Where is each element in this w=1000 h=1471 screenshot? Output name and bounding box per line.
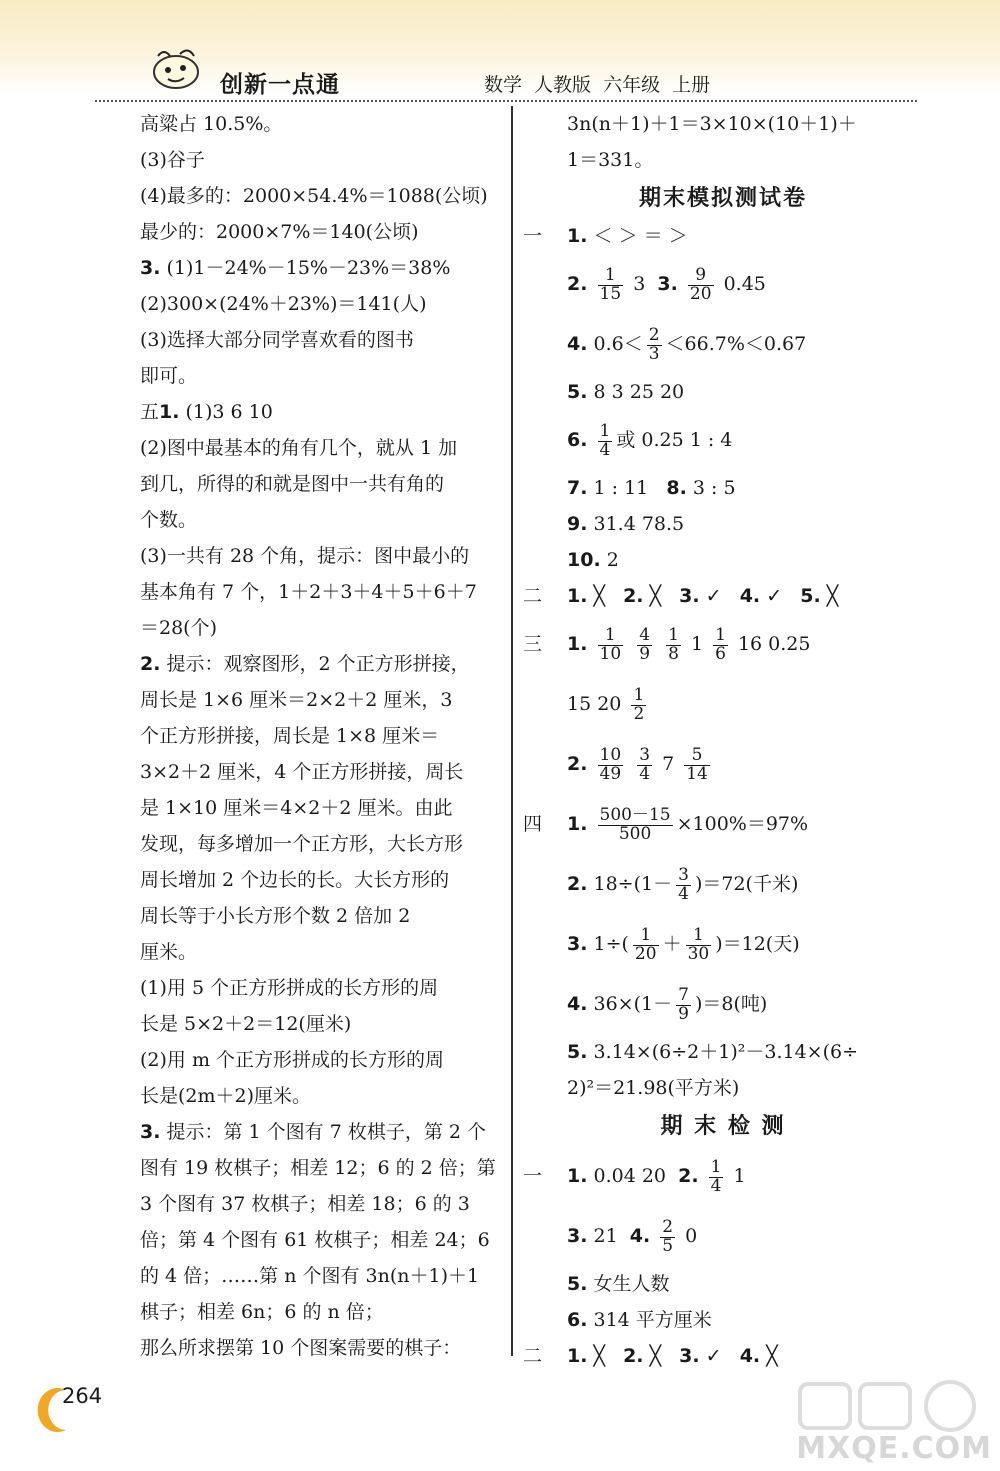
answer-text: 个正方形拼接，周长是 1×8 厘米＝ (140, 725, 440, 747)
answer-line (90, 1330, 500, 1366)
answer-line (90, 1222, 500, 1258)
answer-line (90, 214, 500, 250)
answer-line (90, 322, 500, 358)
answer-text: 3 (633, 273, 646, 295)
question-number: 1. (567, 585, 588, 607)
question-number: 1. (567, 813, 588, 835)
section-label: 四 (523, 813, 543, 835)
answer-text: 个数。 (140, 509, 198, 531)
header-divider (95, 100, 917, 102)
answer-row (523, 1070, 923, 1106)
answer-text: 长是 5×2＋2＝12(厘米) (140, 1013, 352, 1035)
answer-row (523, 734, 923, 794)
answer-text: 21 (593, 1225, 618, 1247)
question-number: 3. (567, 933, 588, 955)
answer-line (90, 610, 500, 646)
fraction (633, 924, 659, 964)
numerator: 1 (633, 927, 659, 946)
answer-text: (4)最多的：2000×54.4%＝1088(公顷) (140, 185, 488, 207)
denominator: 4 (710, 1175, 722, 1196)
numerator: 1 (710, 1156, 722, 1177)
answer-line (90, 790, 500, 826)
answer-text: 1÷( (593, 933, 629, 955)
answer-text: 31.4 78.5 (593, 513, 685, 535)
question-number: 6. (567, 429, 588, 451)
answer-text: 图有 19 枚棋子；相差 12；6 的 2 倍；第 (140, 1157, 496, 1179)
answer-row (523, 854, 923, 914)
fraction (598, 744, 624, 784)
answer-text: 那么所求摆第 10 个图案需要的棋子： (140, 1337, 462, 1359)
numerator: 1 (715, 624, 726, 645)
answer-row (523, 542, 923, 578)
question-number: 10. (567, 549, 601, 571)
question-number: 6. (567, 1309, 588, 1331)
question-number: 2. (678, 1165, 699, 1187)
answer-row (523, 1266, 923, 1302)
answer-line: 3n(n＋1)＋1＝3×10×(10＋1)＋ (567, 113, 857, 135)
answer-line (90, 1258, 500, 1294)
section-label: 一 (523, 1165, 543, 1187)
question-number: 5. (567, 1273, 588, 1295)
judgement-mark: ╳ (766, 1345, 778, 1367)
question-number: 5. (800, 585, 821, 607)
numerator: 1 (633, 684, 645, 705)
answer-line (90, 1150, 500, 1186)
fraction (709, 1156, 724, 1196)
denominator: 5 (662, 1235, 674, 1256)
section-label: 二 (523, 585, 543, 607)
denominator: 15 (599, 283, 622, 304)
answer-line (90, 826, 500, 862)
answer-text: (1)1－24%－15%－23%＝38% (160, 257, 451, 279)
question-number: 1. (567, 1345, 588, 1367)
answer-line (90, 538, 500, 574)
fraction (637, 624, 652, 664)
question-number: 2. (567, 873, 588, 895)
answer-line (90, 1078, 500, 1114)
answer-row (523, 1338, 923, 1374)
question-number: 4. (567, 333, 588, 355)
answer-text: ＋ (662, 933, 682, 955)
answer-text: (2)图中最基本的角有几个，就从 1 加 (140, 437, 458, 459)
answer-text: 0.6＜ (593, 333, 643, 355)
answer-line (90, 1006, 500, 1042)
fraction (598, 420, 613, 460)
answer-line (90, 1294, 500, 1330)
answer-text: ＜ ＞ ＝ ＞ (593, 225, 688, 247)
question-number: 4. (739, 585, 761, 607)
answer-text: 即可。 (140, 365, 198, 387)
answer-text: 到几，所得的和就是图中一共有角的 (140, 473, 445, 495)
judgement-mark: ╳ (826, 585, 839, 607)
fraction (713, 624, 728, 664)
answer-line (90, 898, 500, 934)
answer-row (523, 506, 923, 542)
answer-text: )＝8(吨) (694, 993, 768, 1015)
answer-row (523, 470, 923, 506)
answer-row (523, 314, 923, 374)
answer-text: 提示：观察图形，2 个正方形拼接， (160, 653, 470, 675)
answer-text: 棋子；相差 6n；6 的 n 倍； (140, 1301, 384, 1323)
answer-text: 3×2＋2 厘米，4 个正方形拼接，周长 (140, 761, 464, 783)
denominator: 4 (599, 439, 611, 460)
answer-row (523, 578, 923, 614)
fraction (598, 264, 624, 304)
book-subject: 数学 人教版 六年级 上册 (484, 74, 711, 96)
answer-line: 1＝331。 (567, 149, 654, 171)
denominator: 9 (678, 1003, 689, 1024)
answer-row (523, 1302, 923, 1338)
answer-row (523, 614, 923, 674)
answer-line (90, 1114, 500, 1150)
answer-text: ×100%＝97% (676, 813, 809, 835)
answer-text: (2)用 m 个正方形拼成的长方形的周 (140, 1049, 445, 1071)
answer-line (90, 358, 500, 394)
numerator: 1 (686, 927, 712, 946)
answer-text: 0.45 (723, 273, 766, 295)
numerator: 7 (678, 984, 689, 1005)
numerator: 3 (639, 744, 651, 765)
question-number: 5. (567, 1041, 588, 1063)
answer-text: 周长增加 2 个边长的长。大长方形的 (140, 869, 450, 891)
answer-line (90, 430, 500, 466)
section-label: 二 (523, 1345, 543, 1367)
judgement-mark: ╳ (593, 1345, 605, 1367)
question-number: 2. (567, 273, 588, 295)
question-number: 2. (623, 1345, 644, 1367)
answer-text: 高粱占 10.5%。 (140, 113, 283, 135)
question-number: 1. (159, 401, 180, 423)
answer-text: 7 (662, 753, 675, 775)
answer-text: 36×(1－ (593, 993, 673, 1015)
denominator: 8 (668, 643, 679, 664)
numerator: 1 (598, 267, 624, 286)
numerator: 10 (599, 744, 622, 765)
column-divider (511, 106, 513, 1356)
watermark-text: MXQE.COM (796, 1431, 992, 1466)
answer-text: 15 20 (567, 693, 622, 715)
answer-text: )＝12(天) (715, 933, 800, 955)
fraction (660, 1216, 675, 1256)
section-label: 三 (523, 633, 543, 655)
answer-line (90, 250, 500, 286)
question-number: 1. (567, 225, 588, 247)
answer-text: (3)谷子 (140, 149, 205, 171)
judgement-mark: ╳ (649, 585, 662, 607)
question-number: 3. (140, 257, 161, 279)
answer-row (523, 1034, 923, 1070)
answer-line (90, 106, 500, 142)
question-number: 3. (679, 1345, 700, 1367)
question-number: 3. (140, 1121, 161, 1143)
answer-text: 是 1×10 厘米＝4×2＋2 厘米。由此 (140, 797, 453, 819)
answer-text: (3)选择大部分同学喜欢看的图书 (140, 329, 414, 351)
answer-line (90, 178, 500, 214)
section-label: 一 (523, 225, 543, 247)
fraction (666, 624, 681, 664)
denominator: 500 (618, 823, 652, 844)
fraction (637, 744, 652, 784)
answer-text: 长是(2m＋2)厘米。 (140, 1085, 312, 1107)
numerator: 4 (639, 624, 651, 645)
answer-text: )＝72(千米) (694, 873, 799, 895)
numerator: 3 (678, 864, 689, 885)
mascot-logo-icon (148, 46, 206, 92)
question-number: 4. (567, 993, 588, 1015)
denominator: 4 (639, 763, 651, 784)
answer-text: 1 (690, 633, 704, 655)
fraction (676, 864, 691, 904)
judgement-mark: ╳ (593, 585, 605, 607)
denominator: 9 (639, 643, 651, 664)
numerator: 2 (648, 324, 660, 345)
answer-text: 0 (685, 1225, 698, 1247)
answer-line (90, 1042, 500, 1078)
watermark (760, 1380, 1000, 1470)
question-number: 5. (567, 381, 588, 403)
denominator: 14 (686, 763, 708, 784)
question-number: 3. (679, 585, 700, 607)
answer-line (90, 718, 500, 754)
answer-line (90, 862, 500, 898)
answer-text: 发现，每多增加一个正方形，大长方形 (140, 833, 464, 855)
answer-text: 周长等于小长方形个数 2 倍加 2 (140, 905, 411, 927)
answer-line (90, 574, 500, 610)
right-column (523, 106, 923, 1374)
denominator: 30 (687, 943, 710, 964)
question-number: 1. (567, 633, 588, 655)
answer-text: 1 (733, 1165, 746, 1187)
denominator: 20 (634, 943, 657, 964)
answer-text: 1 : 11 (593, 477, 649, 499)
answer-text: 基本角有 7 个，1＋2＋3＋4＋5＋6＋7 (140, 581, 477, 603)
section-label: 五 (140, 401, 160, 423)
answer-text: 2)²＝21.98(平方米) (567, 1077, 740, 1099)
answer-text: 2 (606, 549, 619, 571)
answer-text: 3 个图有 37 枚棋子；相差 18；6 的 3 (140, 1193, 470, 1215)
answer-text: 8 3 25 20 (593, 381, 685, 403)
answer-line (90, 286, 500, 322)
numerator: 2 (662, 1216, 674, 1237)
answer-text: 周长是 1×6 厘米＝2×2＋2 厘米，3 (140, 689, 453, 711)
question-number: 2. (623, 585, 644, 607)
numerator: 1 (598, 627, 624, 646)
answer-line (90, 142, 500, 178)
answer-text: 女生人数 (593, 1273, 670, 1295)
answer-text: 倍；第 4 个图有 61 枚棋子；相差 24；6 (140, 1229, 490, 1251)
answer-row (523, 218, 923, 254)
answer-text: 最少的：2000×7%＝140(公顷) (140, 221, 419, 243)
question-number: 7. (567, 477, 588, 499)
answer-row (523, 794, 923, 854)
answer-text: 的 4 倍；……第 n 个图有 3n(n＋1)＋1 (140, 1265, 480, 1287)
answer-text: ＝28(个) (140, 617, 218, 639)
question-number: 4. (739, 1345, 761, 1367)
answer-row (523, 374, 923, 410)
judgement-mark: ✓ (705, 585, 722, 607)
answer-text: (2)300×(24%＋23%)＝141(人) (140, 293, 427, 315)
section-title: 期末模拟测试卷 (638, 185, 807, 211)
numerator: 1 (668, 624, 679, 645)
answer-line (90, 682, 500, 718)
answer-text: 314 平方厘米 (593, 1309, 712, 1331)
denominator: 20 (689, 283, 712, 304)
answer-text: (3)一共有 28 个角，提示：图中最小的 (140, 545, 470, 567)
denominator: 49 (599, 763, 622, 784)
answer-line (90, 394, 500, 430)
fraction (647, 324, 662, 364)
answer-line (90, 502, 500, 538)
answer-row (523, 254, 923, 314)
answer-text: 18÷(1－ (593, 873, 673, 895)
answer-line (90, 934, 500, 970)
answer-row (523, 410, 923, 470)
answer-row (523, 1146, 923, 1206)
question-number: 4. (629, 1225, 651, 1247)
numerator: 500－15 (599, 804, 671, 825)
answer-text: 或 0.25 1 : 4 (616, 429, 733, 451)
denominator: 2 (633, 703, 645, 724)
answer-text: 厘米。 (140, 941, 198, 963)
answer-row (523, 674, 923, 734)
fraction (688, 264, 714, 304)
question-number: 3. (657, 273, 678, 295)
judgement-mark: ╳ (649, 1345, 662, 1367)
numerator: 5 (684, 747, 710, 766)
denominator: 4 (678, 883, 689, 904)
fraction (598, 624, 624, 664)
denominator: 3 (648, 343, 660, 364)
page-number: 264 (62, 1384, 103, 1408)
answer-line (90, 646, 500, 682)
answer-text: 0.04 20 (593, 1165, 667, 1187)
question-number: 9. (567, 513, 588, 535)
answer-row (523, 914, 923, 974)
fraction (676, 984, 691, 1024)
answer-row (523, 974, 923, 1034)
question-number: 8. (666, 477, 687, 499)
answer-text: 提示：第 1 个图有 7 枚棋子，第 2 个 (160, 1121, 486, 1143)
answer-row (523, 1206, 923, 1266)
denominator: 6 (715, 643, 726, 664)
question-number: 3. (567, 1225, 588, 1247)
fraction (631, 684, 646, 724)
fraction (684, 744, 710, 784)
answer-text: ＜66.7%＜0.67 (665, 333, 807, 355)
answer-text: 16 0.25 (737, 633, 811, 655)
left-column (90, 106, 500, 1366)
question-number: 1. (567, 1165, 588, 1187)
answer-line (90, 1186, 500, 1222)
answer-text: 3.14×(6÷2＋1)²－3.14×(6÷ (593, 1041, 858, 1063)
answer-text: (1)用 5 个正方形拼成的长方形的周 (140, 977, 439, 999)
fraction (686, 924, 712, 964)
question-number: 2. (140, 653, 161, 675)
denominator: 10 (599, 643, 622, 664)
fraction (598, 804, 673, 844)
judgement-mark: ✓ (766, 585, 783, 607)
answer-line (90, 970, 500, 1006)
section-title: 期 末 检 测 (660, 1113, 786, 1139)
answer-line (90, 754, 500, 790)
book-brand: 创新一点通 (220, 72, 340, 98)
answer-text: (1)3 6 10 (179, 401, 273, 423)
judgement-mark: ✓ (705, 1345, 722, 1367)
numerator: 1 (599, 420, 611, 441)
answer-text: 3 : 5 (692, 477, 736, 499)
numerator: 9 (688, 267, 714, 286)
question-number: 2. (567, 753, 588, 775)
answer-line (90, 466, 500, 502)
